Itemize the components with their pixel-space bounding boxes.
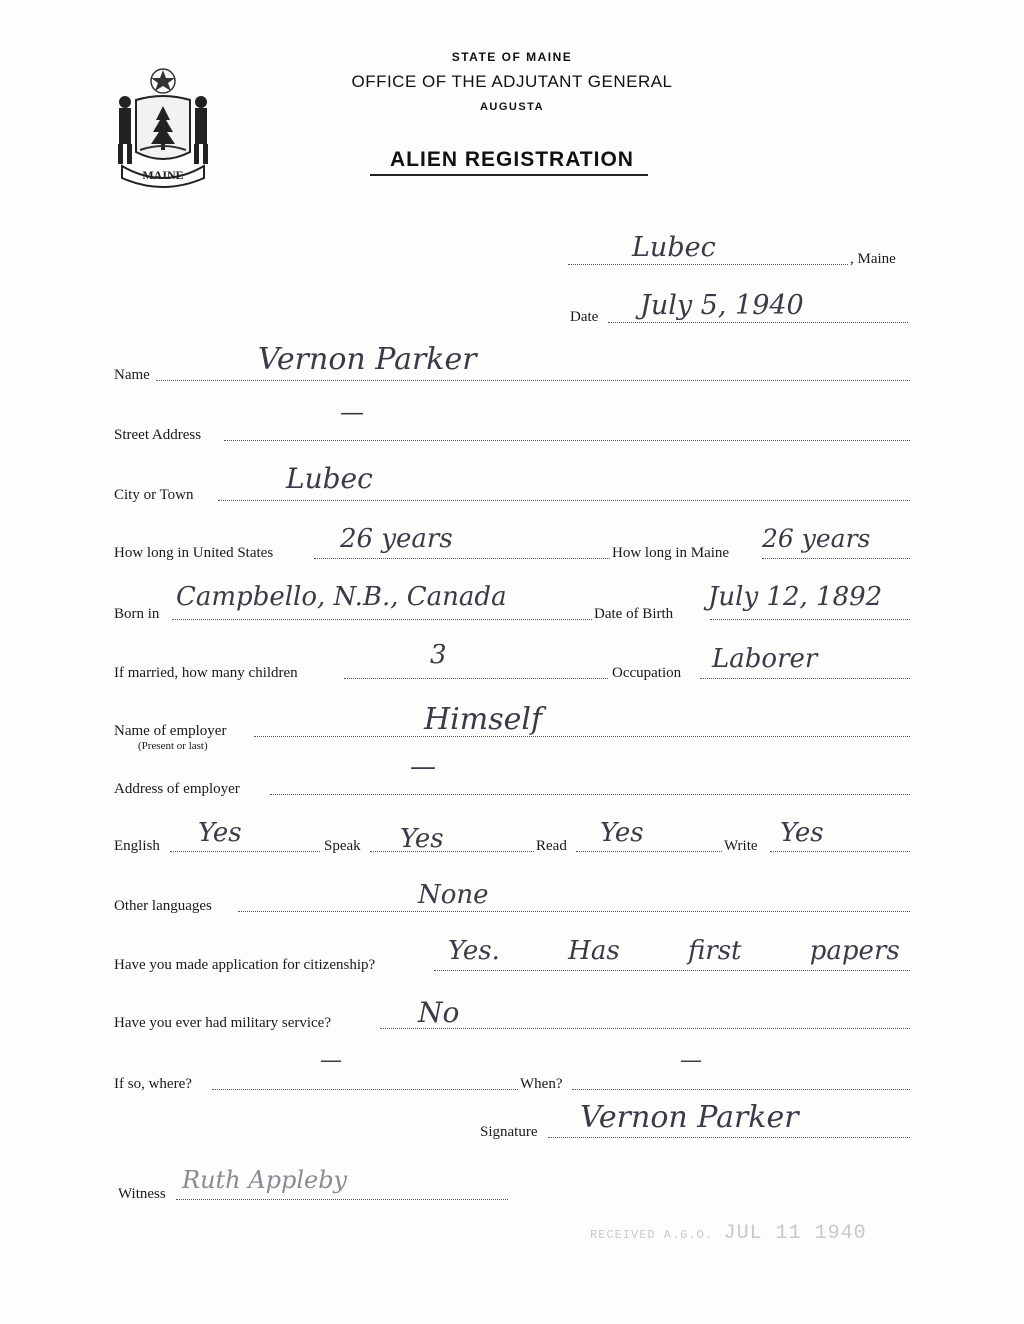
form-title-underline: [370, 174, 648, 176]
name-value: Vernon Parker: [258, 342, 477, 377]
street-address-line: [224, 440, 910, 441]
how-long-us-line: [314, 558, 610, 559]
town-value: Lubec: [632, 232, 716, 263]
english-value: Yes: [198, 818, 242, 848]
employer-name-label: Name of employer: [114, 723, 227, 739]
city-label: City or Town: [114, 487, 194, 503]
children-value: 3: [430, 640, 447, 670]
other-languages-value: None: [418, 880, 489, 910]
office-heading: OFFICE OF THE ADJUTANT GENERAL: [351, 72, 673, 91]
city-value: Lubec: [286, 462, 373, 495]
if-so-where-label: If so, where?: [114, 1076, 192, 1092]
received-stamp: [590, 1222, 867, 1245]
employer-name-value: Himself: [424, 702, 543, 737]
date-of-birth-line: [710, 619, 910, 620]
how-long-us-label: How long in United States: [114, 545, 274, 561]
employer-address-label: Address of employer: [114, 781, 240, 797]
date-of-birth-label: Date of Birth: [594, 606, 674, 622]
witness-line: [176, 1199, 508, 1200]
employer-note-label: (Present or last): [138, 740, 208, 752]
maine-suffix-label: , Maine: [850, 251, 896, 267]
english-label: English: [114, 838, 160, 854]
citizenship-label: Have you made application for citizenship?: [114, 957, 376, 973]
when-line: [572, 1089, 910, 1090]
read-line: [576, 851, 722, 852]
name-label: Name: [114, 367, 150, 383]
citizenship-line: [434, 970, 910, 971]
born-in-line: [172, 619, 592, 620]
children-label: If married, how many children: [114, 665, 298, 681]
military-value: No: [418, 996, 460, 1029]
military-label: Have you ever had military service?: [114, 1015, 331, 1031]
form-title: ALIEN REGISTRATION: [390, 148, 634, 171]
read-value: Yes: [600, 818, 644, 848]
how-long-maine-line: [762, 558, 910, 559]
state-heading: STATE OF MAINE: [451, 50, 573, 64]
witness-value: Ruth Appleby: [182, 1166, 348, 1194]
how-long-maine-value: 26 years: [762, 524, 871, 553]
name-line: [156, 380, 910, 381]
other-languages-label: Other languages: [114, 898, 212, 914]
english-line: [170, 851, 320, 852]
town-line: [568, 264, 848, 265]
seal-banner-text: MAINE: [142, 168, 184, 182]
city-heading: AUGUSTA: [479, 101, 545, 113]
when-label: When?: [520, 1076, 563, 1092]
write-line: [770, 851, 910, 852]
employer-address-value: —: [410, 752, 436, 782]
speak-line: [370, 851, 534, 852]
speak-label: Speak: [324, 838, 361, 854]
city-line: [218, 500, 910, 501]
occupation-line: [700, 678, 910, 679]
date-label: Date: [570, 309, 599, 325]
signature-value: Vernon Parker: [580, 1100, 799, 1135]
write-value: Yes: [780, 818, 824, 848]
if-so-where-line: [212, 1089, 518, 1090]
date-line: [608, 322, 908, 323]
witness-label: Witness: [118, 1186, 166, 1202]
street-address-value: —: [340, 398, 364, 426]
speak-value: Yes: [400, 824, 444, 854]
received-stamp-text: RECEIVED A.G.O.: [590, 1228, 714, 1242]
employer-name-line: [254, 736, 910, 737]
write-label: Write: [724, 838, 758, 854]
read-label: Read: [536, 838, 567, 854]
military-line: [380, 1028, 910, 1029]
how-long-maine-label: How long in Maine: [612, 545, 730, 561]
citizenship-value: Yes. Has first papers: [448, 936, 900, 966]
occupation-value: Laborer: [712, 644, 818, 674]
born-in-label: Born in: [114, 606, 160, 622]
children-line: [344, 678, 608, 679]
date-of-birth-value: July 12, 1892: [708, 582, 883, 612]
received-stamp-date: JUL 11 1940: [723, 1222, 867, 1245]
other-languages-line: [238, 911, 910, 912]
when-value: —: [680, 1048, 702, 1073]
occupation-label: Occupation: [612, 665, 682, 681]
how-long-us-value: 26 years: [340, 524, 453, 554]
date-value: July 5, 1940: [640, 290, 804, 321]
signature-label: Signature: [480, 1124, 538, 1140]
employer-address-line: [270, 794, 910, 795]
if-so-where-value: —: [320, 1048, 342, 1073]
street-address-label: Street Address: [114, 427, 202, 443]
signature-line: [548, 1137, 910, 1138]
born-in-value: Campbello, N.B., Canada: [176, 582, 507, 612]
